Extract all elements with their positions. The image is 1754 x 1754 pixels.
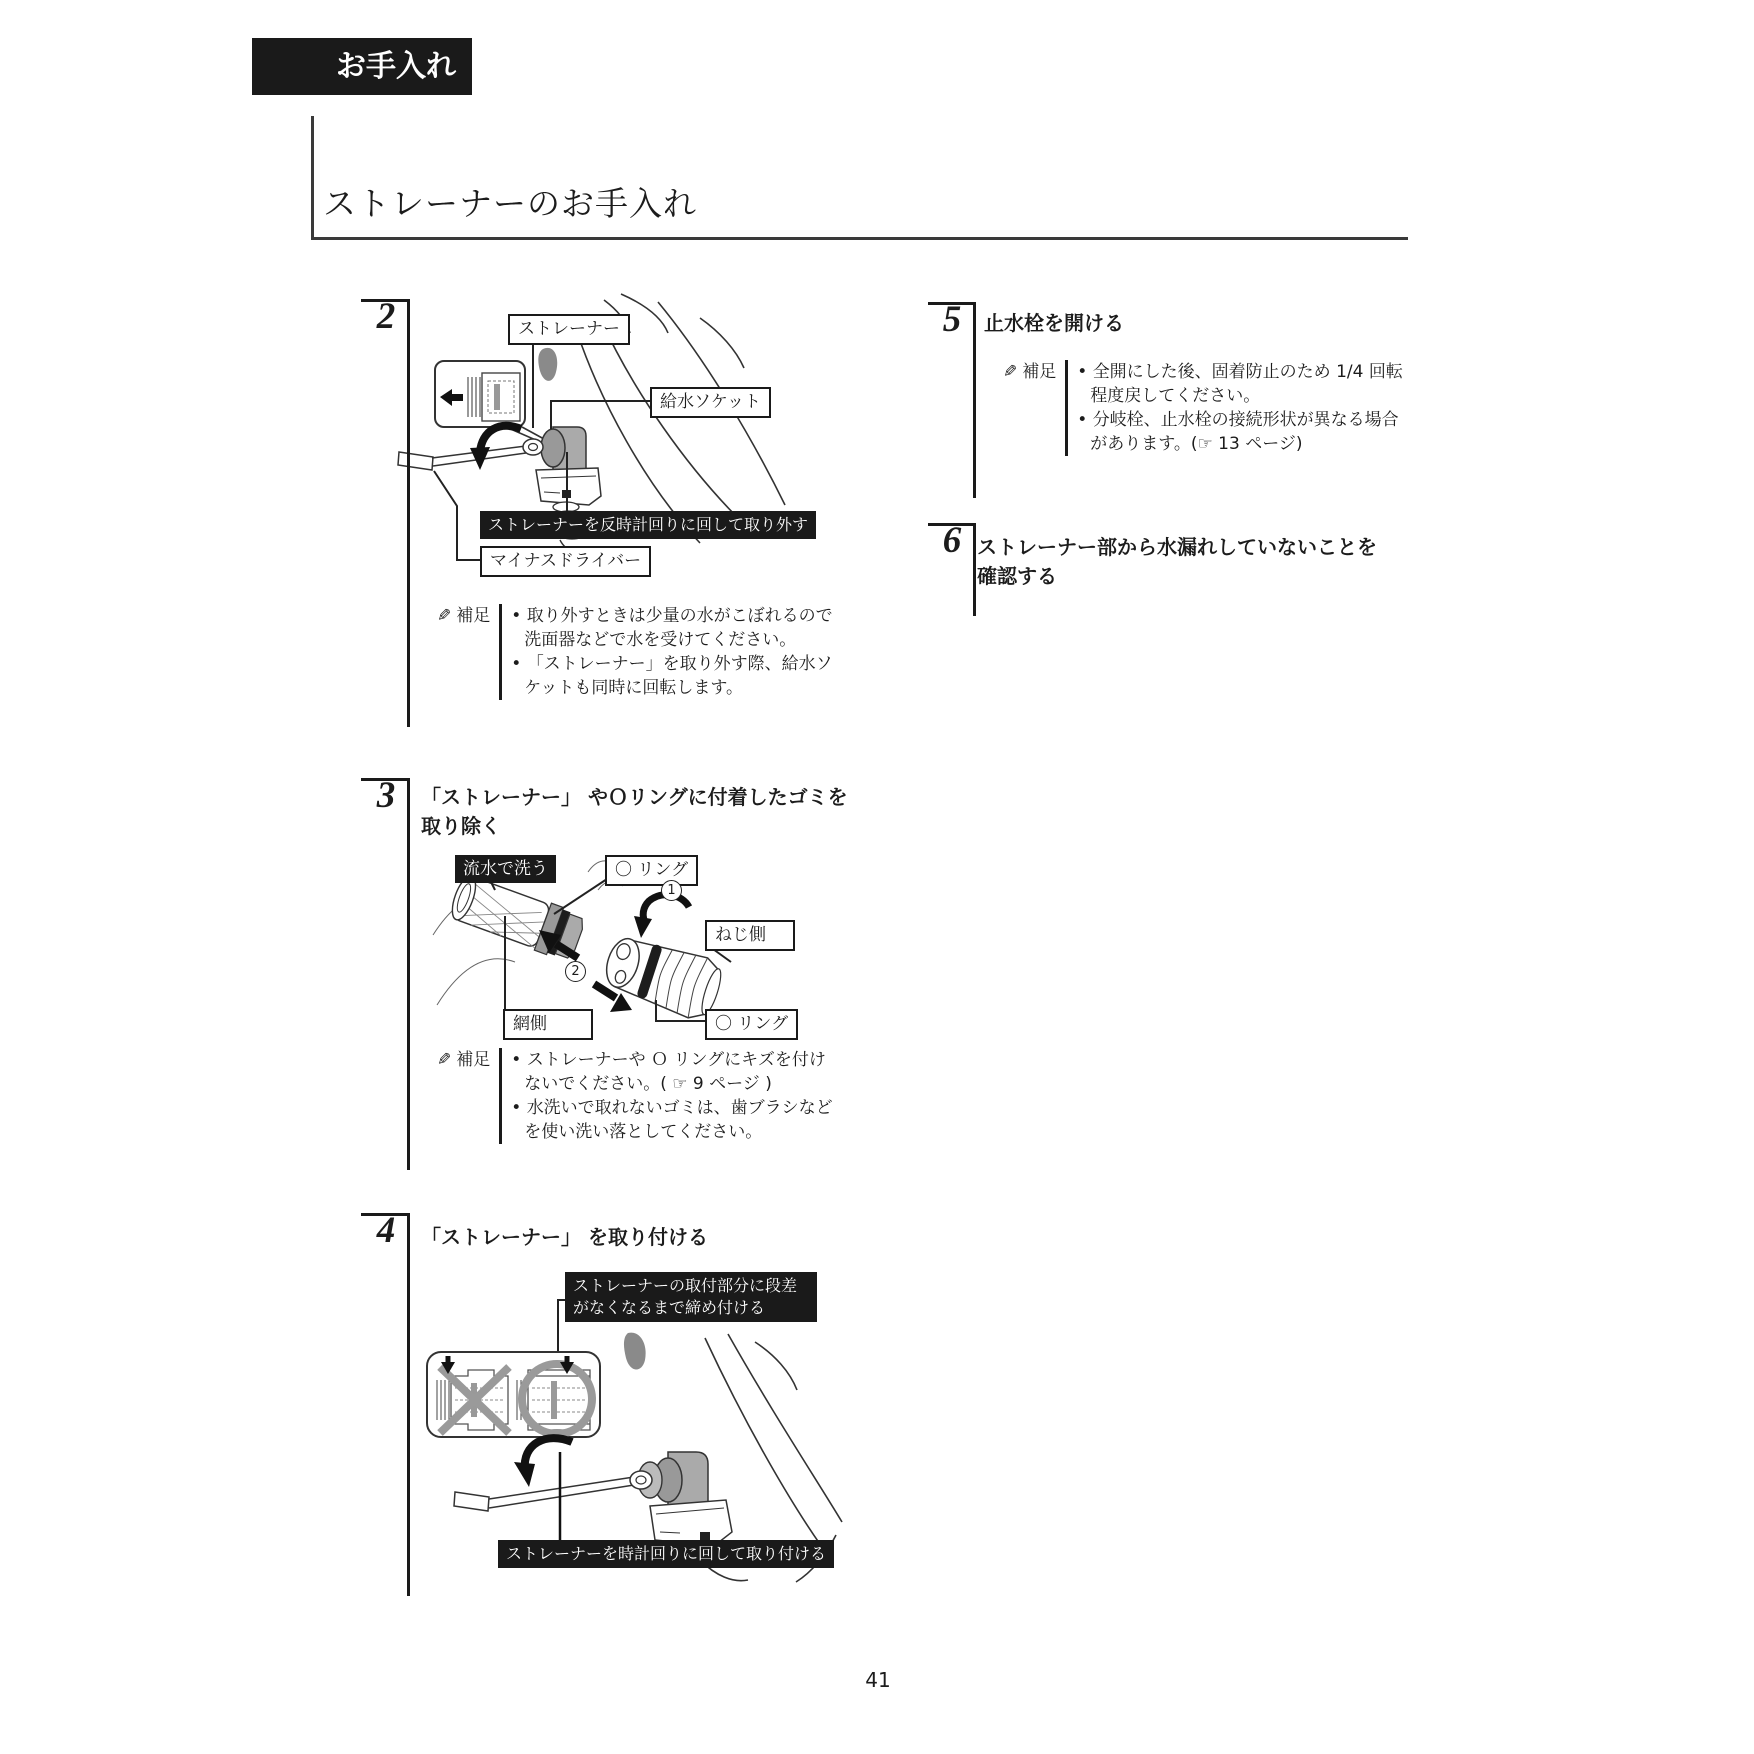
note-divider [499, 604, 502, 700]
screwdriver [454, 1471, 652, 1511]
step4-line [407, 1213, 410, 1596]
step2-number: 2 [376, 296, 396, 337]
label-flathead-screwdriver: マイナスドライバー [480, 546, 651, 577]
note-item: • ストレーナーや Ｏ リングにキズを付けないでください。( ☞ 9 ページ ) [511, 1048, 833, 1096]
note-label: 補足 [1022, 362, 1057, 382]
step5-line [973, 302, 976, 498]
label-strainer: ストレーナー [508, 314, 630, 345]
rotation-arrow-cw [514, 1438, 572, 1487]
marker-circle-1: 1 [661, 880, 682, 901]
step3-number: 3 [376, 775, 396, 816]
banner-attach: ストレーナーを時計回りに回して取り付ける [498, 1540, 834, 1568]
note-divider [499, 1048, 502, 1144]
step4-number: 4 [376, 1210, 396, 1251]
step6-number: 6 [942, 520, 962, 561]
rubber-stopper [624, 1333, 646, 1370]
rotation-arrow-1 [634, 895, 689, 938]
title-underline [311, 237, 1408, 240]
banner-remove-strainer: ストレーナーを反時計回りに回して取り外す [480, 511, 816, 539]
step6-title: ストレーナー部から水漏れしていないことを確認する [977, 535, 1377, 588]
label-oring-bottom: 〇 リング [705, 1009, 798, 1040]
label-water-socket: 給水ソケット [650, 387, 771, 418]
step4-title: 「ストレーナー」 を取り付ける [421, 1225, 708, 1249]
section-tag: お手入れ [252, 38, 472, 95]
step3-note [437, 1048, 833, 1144]
title-vertical-rule [311, 116, 314, 237]
note-item: • 「ストレーナー」を取り外す際、給水ソケットも同時に回転します。 [511, 652, 833, 700]
label-screw-side: ねじ側 [705, 920, 795, 951]
note-divider [1065, 360, 1068, 456]
step2-note [437, 604, 833, 700]
note-label: 補足 [456, 1050, 491, 1070]
step3-line [407, 778, 410, 1170]
label-mesh-side: 網側 [503, 1009, 593, 1040]
pencil-icon: ✎ [1003, 362, 1018, 382]
note-item: • 水洗いで取れないゴミは、歯ブラシなどを使い洗い落としてください。 [511, 1096, 833, 1144]
label-oring-top: 〇 リング [605, 855, 698, 886]
page-number: 41 [865, 1668, 891, 1692]
note-item: • 全開にした後、固着防止のため 1/4 回転程度戻してください。 [1077, 360, 1407, 408]
pencil-icon: ✎ [437, 1050, 452, 1070]
page-title: ストレーナーのお手入れ [323, 184, 697, 223]
banner-rinse: 流水で洗う [455, 855, 556, 883]
step3-title: 「ストレーナー」 やＯリングに付着したゴミを取り除く [421, 785, 848, 838]
screwdriver [398, 439, 543, 470]
step6-line [973, 523, 976, 616]
step5-number: 5 [942, 299, 962, 340]
note-label: 補足 [456, 606, 491, 626]
note-item: • 分岐栓、止水栓の接続形状が異なる場合があります。(☞ 13 ページ) [1077, 408, 1407, 456]
rubber-stopper [538, 348, 557, 381]
step2-line [407, 299, 410, 727]
step5-note [1003, 360, 1407, 456]
note-item: • 取り外すときは少量の水がこぼれるので洗面器などで水を受けてください。 [511, 604, 833, 652]
pencil-icon: ✎ [437, 606, 452, 626]
step5-title: 止水栓を開ける [984, 311, 1124, 335]
marker-circle-2: 2 [565, 961, 586, 982]
banner-tighten: ストレーナーの取付部分に段差がなくなるまで締め付ける [565, 1272, 817, 1322]
correct-wrong-inset [427, 1352, 600, 1437]
